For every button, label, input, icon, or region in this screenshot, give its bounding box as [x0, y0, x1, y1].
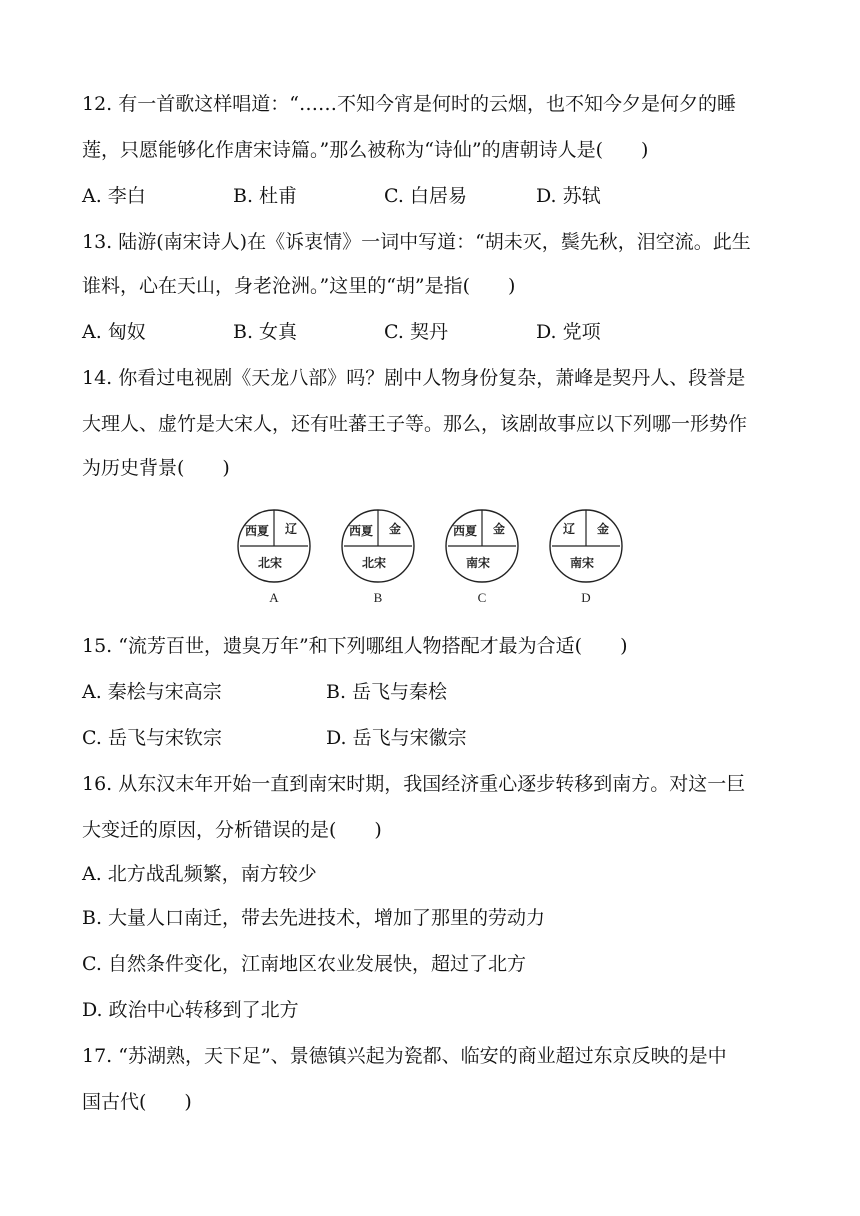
- circle-b-label: B: [373, 590, 383, 605]
- circle-d-left: 辽: [562, 522, 575, 536]
- q16-stem-line-2: 大变迁的原因，分析错误的是( ): [82, 819, 382, 841]
- q15-option-c: C. 岳飞与宋钦宗: [82, 727, 222, 749]
- q16-option-c: C. 自然条件变化，江南地区农业发展快，超过了北方: [82, 953, 526, 975]
- circle-d-right: 金: [596, 522, 609, 536]
- q14-stem-line-3: 为历史背景( ): [82, 457, 230, 479]
- circle-a-bottom: 北宋: [257, 556, 282, 570]
- q13-option-d: D. 党项: [536, 321, 601, 343]
- q16-option-d: D. 政治中心转移到了北方: [82, 999, 299, 1021]
- circle-b-left: 西夏: [348, 524, 373, 538]
- q15-option-a: A. 秦桧与宋高宗: [82, 681, 222, 703]
- circle-c-right: 金: [492, 522, 505, 536]
- circle-a-left: 西夏: [244, 524, 269, 538]
- circle-c-bottom: 南宋: [465, 556, 490, 570]
- circle-c-left: 西夏: [452, 524, 477, 538]
- q16-stem-line-1: 16. 从东汉末年开始一直到南宋时期，我国经济重心逐步转移到南方。对这一巨: [82, 773, 746, 795]
- q16-option-a: A. 北方战乱频繁，南方较少: [82, 863, 317, 885]
- q14-stem-line-1: 14. 你看过电视剧《天龙八部》吗？剧中人物身份复杂，萧峰是契丹人、段誉是: [82, 367, 746, 389]
- circle-a-label: A: [269, 590, 279, 605]
- q12-option-b: B. 杜甫: [233, 185, 298, 207]
- q12-option-d: D. 苏轼: [536, 185, 601, 207]
- circle-c-label: C: [477, 590, 487, 605]
- circle-b-bottom: 北宋: [361, 556, 386, 570]
- q15-option-b: B. 岳飞与秦桧: [326, 681, 448, 703]
- q16-option-b: B. 大量人口南迁，带去先进技术，增加了那里的劳动力: [82, 907, 546, 929]
- q12-stem-line-1: 12. 有一首歌这样唱道：“……不知今宵是何时的云烟，也不知今夕是何夕的睡: [82, 93, 736, 115]
- q14-stem-line-2: 大理人、虚竹是大宋人，还有吐蕃王子等。那么，该剧故事应以下列哪一形势作: [82, 413, 748, 435]
- q15-stem-line-1: 15. “流芳百世，遗臭万年”和下列哪组人物搭配才最为合适( ): [82, 635, 628, 657]
- q13-option-b: B. 女真: [233, 321, 298, 343]
- q14-figure: [226, 508, 636, 612]
- q17-stem-line-2: 国古代( ): [82, 1091, 192, 1113]
- q12-option-a: A. 李白: [82, 185, 146, 207]
- circle-d-label: D: [581, 590, 591, 605]
- q15-option-d: D. 岳飞与宋徽宗: [326, 727, 467, 749]
- q12-option-c: C. 白居易: [384, 185, 467, 207]
- q13-option-a: A. 匈奴: [82, 321, 146, 343]
- q13-stem-line-2: 谁料，心在天山，身老沧洲。”这里的“胡”是指( ): [82, 275, 516, 297]
- circle-a-right: 辽: [284, 522, 297, 536]
- q13-stem-line-1: 13. 陆游(南宋诗人)在《诉衷情》一词中写道：“胡未灭，鬓先秋，泪空流。此生: [82, 231, 751, 253]
- q12-stem-line-2: 莲，只愿能够化作唐宋诗篇。”那么被称为“诗仙”的唐朝诗人是( ): [82, 139, 649, 161]
- q17-stem-line-1: 17. “苏湖熟，天下足”、景德镇兴起为瓷都、临安的商业超过东京反映的是中: [82, 1045, 727, 1067]
- circle-d-bottom: 南宋: [569, 556, 594, 570]
- circle-b-right: 金: [388, 522, 401, 536]
- q13-option-c: C. 契丹: [384, 321, 448, 343]
